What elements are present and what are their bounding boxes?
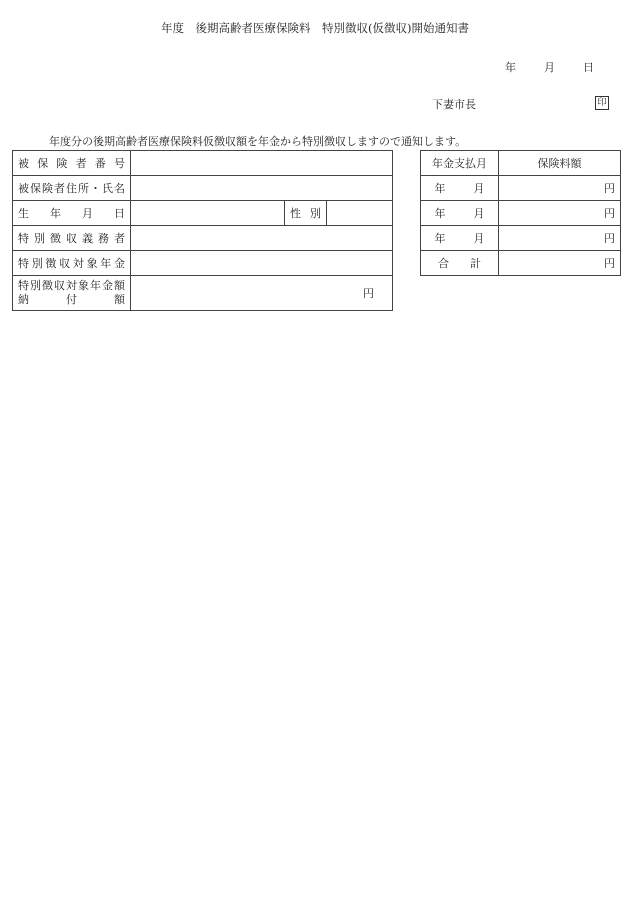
payment-month-cell[interactable]: 年 月 [421,201,499,226]
table-row [13,276,393,311]
date-day-label: 日 [583,61,594,74]
address-name-label: 被保険者住所・氏名 [13,176,131,201]
table-row [421,151,621,176]
table-row [421,251,621,276]
total-amount-cell[interactable]: 円 [499,251,621,276]
table-row [13,151,393,176]
premium-schedule-table [420,150,621,276]
pension-amount-label: 特別徴収対象年金額 納付額 [13,276,131,311]
pension-field[interactable] [131,251,393,276]
payment-month-header: 年金支払月 [421,151,499,176]
table-row [13,176,393,201]
document-title: 年度 後期高齢者医療保険料 特別徴収(仮徴収)開始通知書 [161,21,469,35]
issuer-name: 下妻市長 [432,98,476,111]
notice-text: 年度分の後期高齢者医療保険料仮徴収額を年金から特別徴収しますので通知します。 [49,135,467,148]
insured-number-label: 被保険者番号 [13,151,131,176]
table-row [13,226,393,251]
address-name-field[interactable] [131,176,393,201]
premium-amount-header: 保険料額 [499,151,621,176]
payment-month-cell[interactable]: 年 月 [421,226,499,251]
date-month-label: 月 [544,61,555,74]
issue-date [505,59,594,75]
premium-amount-cell[interactable]: 円 [499,201,621,226]
total-label: 合計 [421,251,499,276]
table-row [13,201,393,226]
payment-month-cell[interactable]: 年 月 [421,176,499,201]
birthdate-field[interactable] [131,201,285,226]
seal-stamp: 印 [595,96,609,110]
pension-amount-field[interactable] [131,276,393,311]
gender-field[interactable] [327,201,393,226]
insured-number-field[interactable] [131,151,393,176]
table-row [421,201,621,226]
premium-amount-cell[interactable]: 円 [499,226,621,251]
birthdate-label: 生 年 月 日 [13,201,131,226]
yen-unit: 円 [363,287,375,300]
premium-amount-cell[interactable]: 円 [499,176,621,201]
pension-label: 特別徴収対象年金 [13,251,131,276]
table-row [421,226,621,251]
obligor-field[interactable] [131,226,393,251]
table-row [421,176,621,201]
insured-info-table [12,150,393,311]
obligor-label: 特別徴収義務者 [13,226,131,251]
date-year-label: 年 [505,61,516,74]
table-row [13,251,393,276]
gender-label: 性別 [285,201,327,226]
